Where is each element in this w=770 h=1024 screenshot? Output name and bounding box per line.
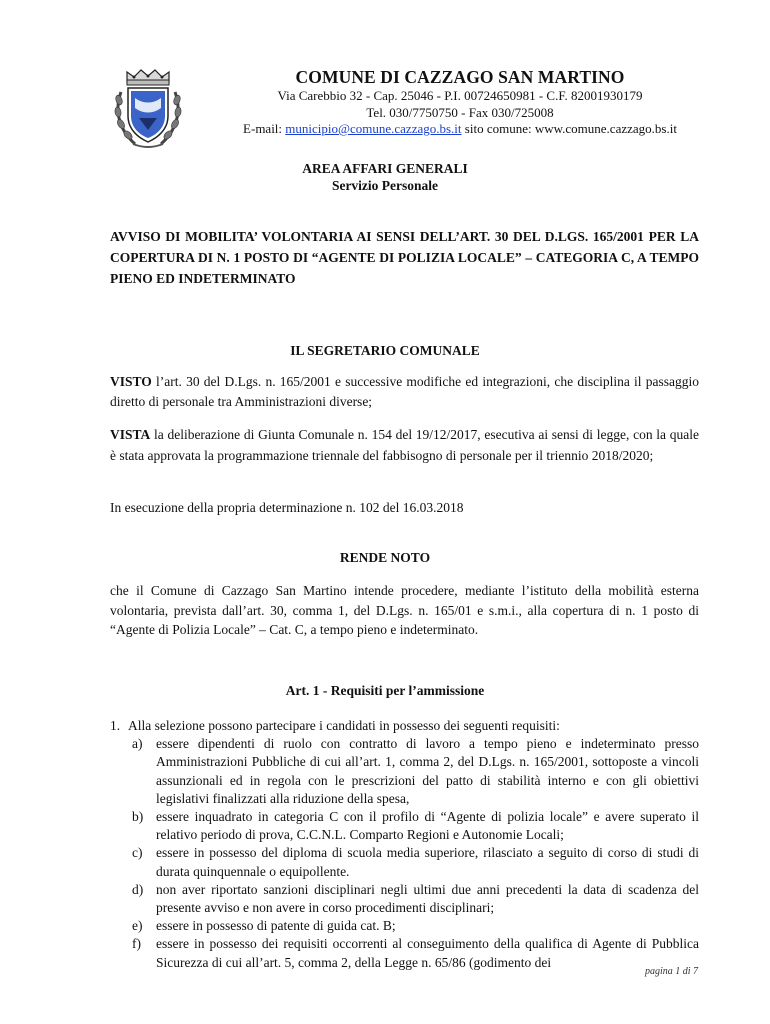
address-line: Via Carebbio 32 - Cap. 25046 - P.I. 00724650981 - C.F. 82001930179 [277, 88, 643, 103]
vista-text: la deliberazione di Giunta Comunale n. 154 del 19/12/2017, esecutiva ai sensi di legge, con la quale è stata approvata la programmazione triennale del fabbisogno di personale per il triennio 2018/2020; [110, 427, 699, 463]
list-item [132, 917, 699, 935]
visto-text: l’art. 30 del D.Lgs. n. 165/2001 e successive modifiche ed integrazioni, che disciplina il passaggio diretto di personale tra Amministrazioni diverse; [110, 374, 699, 409]
page-number: pagina 1 di 7 [644, 966, 698, 977]
comune-name: COMUNE DI CAZZAGO SAN MARTINO [295, 67, 625, 87]
letterhead [200, 66, 720, 138]
item-number: 1. [110, 718, 121, 733]
area-name: AREA AFFARI GENERALI [302, 161, 468, 176]
list-item [132, 844, 699, 880]
visto-paragraph [110, 372, 699, 411]
item-letter: b) [132, 809, 144, 825]
email-prefix: E-mail: [243, 121, 286, 136]
item-letter: f) [132, 936, 141, 952]
rende-noto-heading: RENDE NOTO [339, 550, 431, 565]
requirements-list [110, 717, 699, 972]
item-text: essere dipendenti di ruolo con contratto di lavoro a tempo pieno e indeterminato presso Amministrazioni Pubbliche di cui all’art. 1, comma 2, del D.Lgs. n. 165/2001, sottoposte a vincoli assunzionali ed in regola con le prescrizioni del patto di stabilità interno e con gli obiettivi legislativi finalizzati alla riduzione della spesa, [156, 736, 699, 806]
phone-fax-line: Tel. 030/7750750 - Fax 030/725008 [366, 104, 554, 120]
list-item [132, 808, 699, 844]
avviso-title: AVVISO DI MOBILITA’ VOLONTARIA AI SENSI DELL’ART. 30 DEL D.LGS. 165/2001 PER LA COPERTURA DI N. 1 POSTO DI “AGENTE DI POLIZIA LOCALE” – CATEGORIA C, A TEMPO PIENO ED INDETERMINATO [110, 229, 699, 286]
item-letter: c) [132, 845, 143, 861]
list-item [132, 935, 699, 971]
art1-title: Art. 1 - Requisiti per l’ammissione [285, 683, 485, 698]
rende-noto-paragraph: che il Comune di Cazzago San Martino intende procedere, mediante l’istituto della mobilità esterna volontaria, prevista dall’art. 30, comma 1, del D.Lgs. n. 165/01 e s.m.i., alla copertura di n. 1 posto di “Agente di Polizia Locale” – Cat. C, a tempo pieno e indeterminato. [110, 583, 699, 637]
item-text: essere in possesso del diploma di scuola media superiore, rilasciato a seguito di corso di studi di durata quinquennale o equipollente. [156, 845, 699, 879]
service-name: Servizio Personale [331, 178, 439, 193]
item-intro-text: Alla selezione possono partecipare i candidati in possesso dei seguenti requisiti: [128, 718, 560, 733]
item-letter: e) [132, 918, 143, 934]
list-item [132, 881, 699, 917]
item-letter: a) [132, 736, 143, 752]
vista-paragraph [110, 424, 699, 466]
item-letter: d) [132, 881, 144, 897]
email-link[interactable]: municipio@comune.cazzago.bs.it [285, 121, 462, 136]
item-text: essere in possesso dei requisiti occorrenti al conseguimento della qualifica di Agente di Pubblica Sicurezza di cui all’art. 5, comma 2, della Legge n. 65/86 (godimento dei [156, 936, 699, 970]
email-site-line [200, 121, 720, 138]
list-item [132, 735, 699, 808]
vista-label: VISTA [110, 427, 151, 442]
municipal-crest-icon [113, 68, 183, 150]
area-heading [0, 160, 770, 194]
esecuzione-paragraph: In esecuzione della propria determinazione n. 102 del 16.03.2018 [110, 500, 464, 515]
list-item [110, 717, 699, 735]
visto-label: VISTO [110, 374, 152, 389]
item-text: essere in possesso di patente di guida cat. B; [156, 918, 396, 934]
item-text: non aver riportato sanzioni disciplinari negli ultimi due anni precedenti la data di scadenza del presente avviso e non avere in corso procedimenti disciplinari; [156, 881, 699, 916]
site-text: sito comune: www.comune.cazzago.bs.it [461, 121, 677, 136]
segretario-heading: IL SEGRETARIO COMUNALE [290, 343, 480, 358]
item-text: essere inquadrato in categoria C con il profilo di “Agente di polizia locale” e avere superato il relativo periodo di prova, C.C.N.L. Comparto Regioni e Autonomie Locali; [156, 809, 699, 843]
